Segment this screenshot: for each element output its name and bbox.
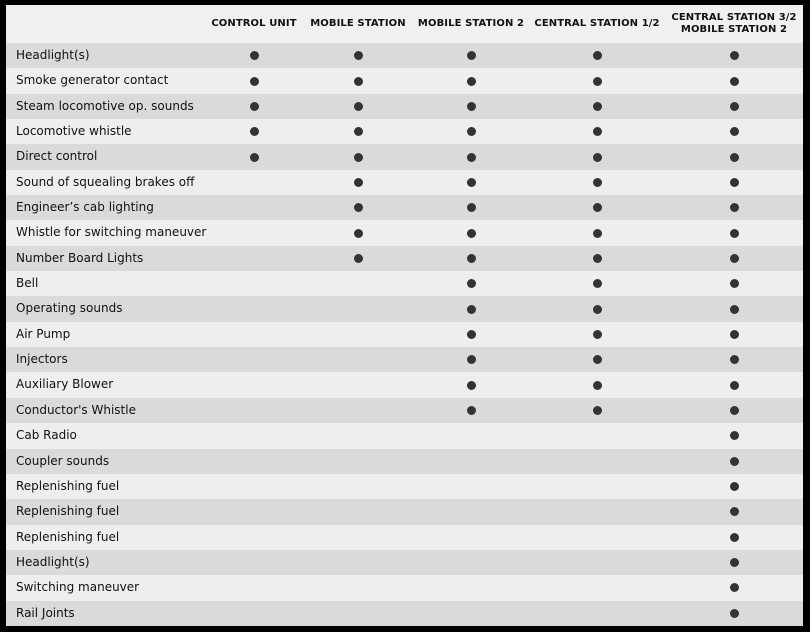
support-cell [461, 322, 481, 347]
supported-dot-icon [730, 482, 739, 491]
function-label: Auxiliary Blower [16, 377, 114, 392]
support-cell [587, 170, 607, 195]
supported-dot-icon [730, 102, 739, 111]
support-cell [587, 449, 607, 474]
support-cell [461, 575, 481, 600]
function-label: Replenishing fuel [16, 529, 120, 544]
support-cell [244, 449, 264, 474]
support-cell [244, 372, 264, 397]
supported-dot-icon [730, 406, 739, 415]
supported-dot-icon [593, 127, 602, 136]
table-row [6, 550, 803, 575]
support-cell [244, 296, 264, 321]
supported-dot-icon [467, 330, 476, 339]
supported-dot-icon [467, 127, 476, 136]
support-cell [348, 398, 368, 423]
supported-dot-icon [730, 153, 739, 162]
support-cell [461, 296, 481, 321]
support-cell [724, 499, 744, 524]
function-compatibility-table [6, 5, 803, 626]
table-row [6, 525, 803, 550]
support-cell [587, 347, 607, 372]
supported-dot-icon [593, 51, 602, 60]
support-cell [244, 347, 264, 372]
support-cell [724, 119, 744, 144]
function-label: Headlight(s) [16, 48, 90, 62]
supported-dot-icon [593, 178, 602, 187]
function-label: Steam locomotive op. sounds [16, 98, 194, 113]
support-cell [724, 94, 744, 119]
support-cell [244, 474, 264, 499]
support-cell [348, 347, 368, 372]
supported-dot-icon [730, 254, 739, 263]
supported-dot-icon [593, 77, 602, 86]
supported-dot-icon [593, 102, 602, 111]
support-cell [461, 144, 481, 169]
support-cell [348, 575, 368, 600]
function-label: Conductor's Whistle [16, 402, 136, 417]
supported-dot-icon [354, 178, 363, 187]
support-cell [587, 601, 607, 626]
table-row [6, 499, 803, 524]
support-cell [587, 119, 607, 144]
function-label: Operating sounds [16, 301, 123, 316]
function-label: Engineer’s cab lighting [16, 200, 154, 215]
support-cell [724, 144, 744, 169]
table-row [6, 575, 803, 600]
table-row [6, 220, 803, 245]
support-cell [244, 119, 264, 144]
supported-dot-icon [730, 609, 739, 618]
supported-dot-icon [467, 178, 476, 187]
support-cell [587, 575, 607, 600]
table-row [6, 119, 803, 144]
support-cell [348, 525, 368, 550]
support-cell [348, 296, 368, 321]
support-cell [244, 550, 264, 575]
supported-dot-icon [467, 153, 476, 162]
function-label: Rail Joints [16, 605, 75, 620]
supported-dot-icon [467, 355, 476, 364]
supported-dot-icon [593, 229, 602, 238]
supported-dot-icon [593, 254, 602, 263]
support-cell [587, 525, 607, 550]
supported-dot-icon [354, 229, 363, 238]
function-label: Replenishing fuel [16, 478, 120, 493]
support-cell [724, 271, 744, 296]
supported-dot-icon [730, 203, 739, 212]
supported-dot-icon [730, 305, 739, 314]
support-cell [461, 119, 481, 144]
table-row [6, 144, 803, 169]
function-label: Air Pump [16, 326, 71, 341]
support-cell [587, 43, 607, 68]
support-cell [587, 296, 607, 321]
support-cell [461, 94, 481, 119]
supported-dot-icon [250, 153, 259, 162]
function-label: Number Board Lights [16, 250, 144, 265]
supported-dot-icon [250, 102, 259, 111]
function-label: Headlight(s) [16, 554, 90, 569]
support-cell [724, 372, 744, 397]
support-cell [244, 499, 264, 524]
table-row [6, 271, 803, 296]
support-cell [724, 195, 744, 220]
support-cell [244, 195, 264, 220]
supported-dot-icon [730, 533, 739, 542]
support-cell [244, 144, 264, 169]
support-cell [587, 94, 607, 119]
column-header-central-station-3-2: CENTRAL STATION 3/2 MOBILE STATION 2 [671, 12, 797, 35]
supported-dot-icon [730, 178, 739, 187]
support-cell [348, 499, 368, 524]
supported-dot-icon [593, 203, 602, 212]
supported-dot-icon [593, 381, 602, 390]
table-row [6, 347, 803, 372]
table-row [6, 449, 803, 474]
support-cell [244, 575, 264, 600]
support-cell [587, 220, 607, 245]
function-label: Replenishing fuel [16, 504, 120, 519]
support-cell [461, 170, 481, 195]
function-label: Injectors [16, 352, 68, 367]
support-cell [244, 271, 264, 296]
support-cell [587, 144, 607, 169]
support-cell [724, 525, 744, 550]
support-cell [244, 525, 264, 550]
supported-dot-icon [250, 77, 259, 86]
support-cell [244, 423, 264, 448]
supported-dot-icon [354, 102, 363, 111]
supported-dot-icon [730, 457, 739, 466]
supported-dot-icon [354, 127, 363, 136]
support-cell [724, 601, 744, 626]
supported-dot-icon [467, 229, 476, 238]
supported-dot-icon [467, 254, 476, 263]
support-cell [587, 195, 607, 220]
support-cell [724, 43, 744, 68]
support-cell [348, 474, 368, 499]
support-cell [461, 499, 481, 524]
support-cell [587, 68, 607, 93]
supported-dot-icon [730, 431, 739, 440]
support-cell [348, 43, 368, 68]
supported-dot-icon [593, 330, 602, 339]
table-header [6, 5, 803, 43]
support-cell [587, 271, 607, 296]
support-cell [587, 499, 607, 524]
supported-dot-icon [730, 558, 739, 567]
supported-dot-icon [250, 127, 259, 136]
support-cell [724, 575, 744, 600]
function-label: Coupler sounds [16, 453, 110, 468]
support-cell [461, 525, 481, 550]
support-cell [587, 398, 607, 423]
table-row [6, 68, 803, 93]
support-cell [244, 246, 264, 271]
support-cell [461, 474, 481, 499]
support-cell [461, 43, 481, 68]
support-cell [461, 195, 481, 220]
support-cell [724, 423, 744, 448]
table-row [6, 94, 803, 119]
table-row [6, 372, 803, 397]
column-header-mobile-station: MOBILE STATION [310, 18, 406, 29]
table-row [6, 170, 803, 195]
support-cell [724, 322, 744, 347]
function-label: Cab Radio [16, 428, 77, 443]
supported-dot-icon [730, 279, 739, 288]
support-cell [244, 220, 264, 245]
function-label: Bell [16, 276, 39, 291]
support-cell [244, 94, 264, 119]
support-cell [348, 119, 368, 144]
supported-dot-icon [730, 330, 739, 339]
supported-dot-icon [467, 381, 476, 390]
supported-dot-icon [730, 77, 739, 86]
supported-dot-icon [354, 203, 363, 212]
support-cell [348, 550, 368, 575]
support-cell [724, 170, 744, 195]
support-cell [244, 398, 264, 423]
support-cell [348, 372, 368, 397]
supported-dot-icon [730, 583, 739, 592]
supported-dot-icon [354, 153, 363, 162]
table-row [6, 246, 803, 271]
supported-dot-icon [354, 51, 363, 60]
table-row [6, 43, 803, 68]
supported-dot-icon [730, 127, 739, 136]
supported-dot-icon [730, 507, 739, 516]
support-cell [348, 68, 368, 93]
supported-dot-icon [593, 406, 602, 415]
support-cell [244, 170, 264, 195]
supported-dot-icon [730, 51, 739, 60]
support-cell [724, 449, 744, 474]
column-header-control-unit: CONTROL UNIT [211, 18, 297, 29]
support-cell [348, 170, 368, 195]
supported-dot-icon [593, 305, 602, 314]
support-cell [587, 322, 607, 347]
support-cell [348, 423, 368, 448]
supported-dot-icon [467, 51, 476, 60]
support-cell [348, 322, 368, 347]
function-label: Switching maneuver [16, 580, 140, 595]
table-row [6, 322, 803, 347]
function-label: Whistle for switching maneuver [16, 225, 207, 240]
supported-dot-icon [730, 355, 739, 364]
support-cell [348, 246, 368, 271]
support-cell [461, 347, 481, 372]
support-cell [348, 271, 368, 296]
supported-dot-icon [730, 229, 739, 238]
support-cell [724, 474, 744, 499]
support-cell [587, 372, 607, 397]
table-row [6, 195, 803, 220]
supported-dot-icon [593, 355, 602, 364]
support-cell [587, 246, 607, 271]
support-cell [348, 195, 368, 220]
function-label: Direct control [16, 149, 98, 164]
support-cell [348, 449, 368, 474]
support-cell [244, 43, 264, 68]
supported-dot-icon [467, 203, 476, 212]
supported-dot-icon [354, 254, 363, 263]
support-cell [724, 296, 744, 321]
support-cell [724, 246, 744, 271]
support-cell [461, 220, 481, 245]
support-cell [244, 68, 264, 93]
support-cell [461, 68, 481, 93]
supported-dot-icon [730, 381, 739, 390]
support-cell [724, 220, 744, 245]
support-cell [724, 347, 744, 372]
support-cell [348, 220, 368, 245]
function-label: Sound of squealing brakes off [16, 174, 195, 189]
support-cell [461, 372, 481, 397]
support-cell [724, 68, 744, 93]
column-header-central-station-1-2: CENTRAL STATION 1/2 [534, 18, 660, 29]
support-cell [348, 601, 368, 626]
table-row [6, 601, 803, 626]
support-cell [587, 474, 607, 499]
support-cell [461, 246, 481, 271]
supported-dot-icon [250, 51, 259, 60]
support-cell [461, 423, 481, 448]
function-label: Locomotive whistle [16, 124, 132, 139]
supported-dot-icon [467, 305, 476, 314]
supported-dot-icon [354, 77, 363, 86]
support-cell [461, 550, 481, 575]
supported-dot-icon [593, 279, 602, 288]
support-cell [348, 144, 368, 169]
support-cell [461, 398, 481, 423]
support-cell [724, 550, 744, 575]
support-cell [587, 550, 607, 575]
table-row [6, 398, 803, 423]
supported-dot-icon [467, 279, 476, 288]
support-cell [724, 398, 744, 423]
supported-dot-icon [467, 102, 476, 111]
table-body [6, 43, 803, 626]
support-cell [461, 271, 481, 296]
function-label: Smoke generator contact [16, 73, 169, 88]
supported-dot-icon [593, 153, 602, 162]
table-row [6, 474, 803, 499]
support-cell [461, 449, 481, 474]
support-cell [244, 601, 264, 626]
support-cell [461, 601, 481, 626]
support-cell [348, 94, 368, 119]
table-row [6, 296, 803, 321]
supported-dot-icon [467, 77, 476, 86]
column-header-mobile-station-2: MOBILE STATION 2 [417, 18, 525, 29]
table-row [6, 423, 803, 448]
support-cell [587, 423, 607, 448]
support-cell [244, 322, 264, 347]
supported-dot-icon [467, 406, 476, 415]
